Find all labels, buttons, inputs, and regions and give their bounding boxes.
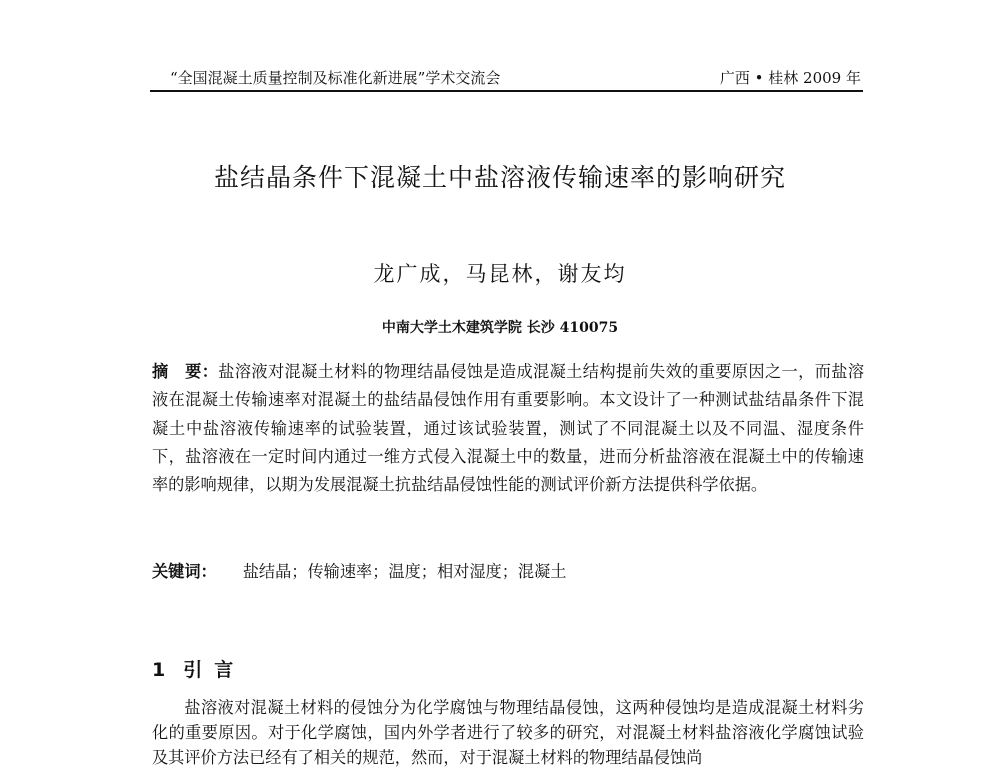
section-title: 引言 xyxy=(183,659,246,681)
keywords-text: 盐结晶；传输速率；温度；相对湿度；混凝土 xyxy=(242,562,567,581)
paper-affiliation: 中南大学土木建筑学院 长沙 410075 xyxy=(381,320,619,336)
conference-name: “全国混凝土质量控制及标准化新进展”学术交流会 xyxy=(170,69,501,87)
paper-title: 盐结晶条件下混凝土中盐溶液传输速率的影响研究 xyxy=(213,163,786,192)
section-number: 1 xyxy=(152,659,166,681)
section-paragraph: 盐溶液对混凝土材料的侵蚀分为化学腐蚀与物理结晶侵蚀，这两种侵蚀均是造成混凝土材料劣化的重要原因。对于化学腐蚀，国内外学者进行了较多的研究，对混凝土材料盐溶液化学腐蚀试验及其评价方法已经有了相关的规范，然而，对于混凝土材料的物理结晶侵蚀尚 xyxy=(152,698,864,767)
location-year: 广西 • 桂林 2009 年 xyxy=(719,69,861,87)
abstract-text: 盐溶液对混凝土材料的物理结晶侵蚀是造成混凝土结构提前失效的重要原因之一，而盐溶液在混凝土传输速率对混凝土的盐结晶侵蚀作用有重要影响。本文设计了一种测试盐结晶条件下混凝土中盐溶液传输速率的试验装置，通过该试验装置，测试了不同混凝土以及不同温、湿度条件下，盐溶液在一定时间内通过一维方式侵入混凝土中的数量，进而分析盐溶液在混凝土中的传输速率的影响规律，以期为发展混凝土抗盐结晶侵蚀性能的测试评价新方法提供科学依据。 xyxy=(152,362,865,495)
section-heading xyxy=(152,655,245,682)
paper-authors: 龙广成，马昆林，谢友均 xyxy=(373,262,627,286)
abstract xyxy=(152,358,864,499)
running-header xyxy=(150,62,863,92)
keywords-label: 关键词： xyxy=(152,562,217,581)
abstract-label: 摘 要： xyxy=(152,362,219,381)
keywords xyxy=(152,558,864,586)
